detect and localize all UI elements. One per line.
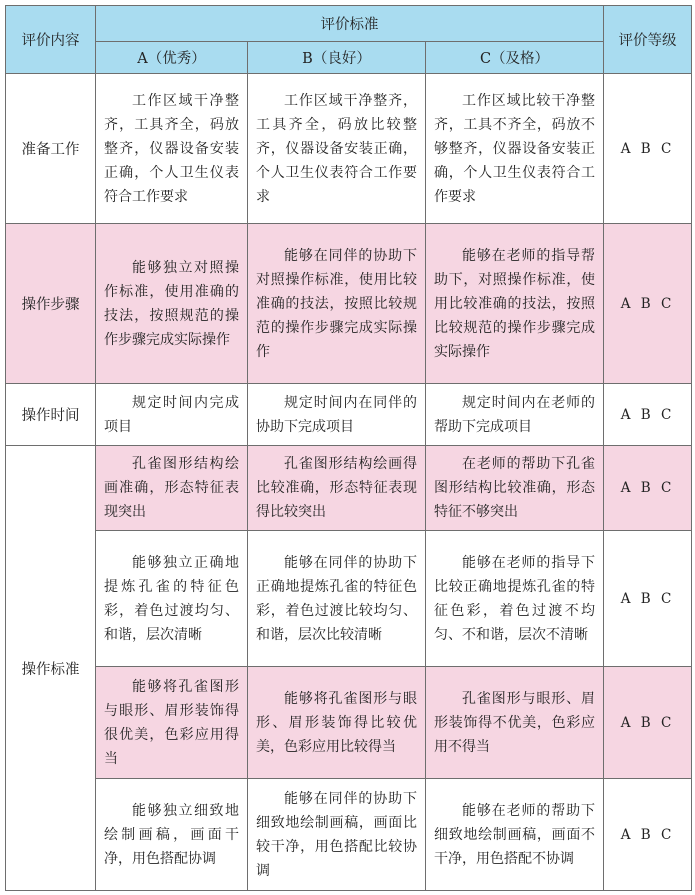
- criterion-c: 规定时间内在老师的帮助下完成项目: [426, 384, 604, 446]
- criterion-c: 能够在老师的帮助下细致地绘制画稿，画面不干净，用色搭配不协调: [426, 779, 604, 891]
- grade-options: A B C: [604, 531, 692, 667]
- evaluation-table: [5, 5, 692, 891]
- grade-options: A B C: [604, 384, 692, 446]
- criterion-a: 能够将孔雀图形与眼形、眉形装饰得很优美，色彩应用得当: [96, 667, 248, 779]
- grade-options: A B C: [604, 779, 692, 891]
- criterion-c: 能够在老师的指导下比较正确地提炼孔雀的特征色彩，着色过渡不均匀、不和谐，层次不清晰: [426, 531, 604, 667]
- criterion-c: 在老师的帮助下孔雀图形结构比较准确，形态特征不够突出: [426, 446, 604, 531]
- table-row: [6, 74, 692, 224]
- row-category: 准备工作: [6, 74, 96, 224]
- header-row-2: [6, 42, 692, 74]
- header-grade-b: B（良好）: [248, 42, 426, 74]
- criterion-b: 工作区域干净整齐，工具齐全，码放比较整齐，仪器设备安装正确，个人卫生仪表符合工作要求: [248, 74, 426, 224]
- header-standard: 评价标准: [96, 6, 604, 42]
- criterion-c: 工作区域比较干净整齐，工具不齐全，码放不够整齐，仪器设备安装正确，个人卫生仪表符合工作要求: [426, 74, 604, 224]
- header-grade-c: C（及格）: [426, 42, 604, 74]
- grade-options: A B C: [604, 224, 692, 384]
- header-grade-a: A（优秀）: [96, 42, 248, 74]
- grade-options: A B C: [604, 446, 692, 531]
- table-row: [6, 446, 692, 531]
- table-row: [6, 384, 692, 446]
- table-row: [6, 779, 692, 891]
- criterion-c: 能够在老师的指导帮助下，对照操作标准，使用比较准确的技法，按照比较规范的操作步骤完成实际操作: [426, 224, 604, 384]
- criterion-b: 能够在同伴的协助下对照操作标准，使用比较准确的技法，按照比较规范的操作步骤完成实际操作: [248, 224, 426, 384]
- row-category: 操作时间: [6, 384, 96, 446]
- criterion-b: 能够将孔雀图形与眼形、眉形装饰得比较优美，色彩应用比较得当: [248, 667, 426, 779]
- table-row: [6, 667, 692, 779]
- criterion-a: 孔雀图形结构绘画准确，形态特征表现突出: [96, 446, 248, 531]
- criterion-a: 能够独立正确地提炼孔雀的特征色彩，着色过渡均匀、和谐，层次清晰: [96, 531, 248, 667]
- header-content: 评价内容: [6, 6, 96, 74]
- criterion-b: 能够在同伴的协助下正确地提炼孔雀的特征色彩，着色过渡比较均匀、和谐，层次比较清晰: [248, 531, 426, 667]
- grade-options: A B C: [604, 74, 692, 224]
- criterion-b: 孔雀图形结构绘画得比较准确，形态特征表现得比较突出: [248, 446, 426, 531]
- criterion-a: 工作区域干净整齐，工具齐全，码放整齐，仪器设备安装正确，个人卫生仪表符合工作要求: [96, 74, 248, 224]
- criterion-b: 能够在同伴的协助下细致地绘制画稿，画面比较干净，用色搭配比较协调: [248, 779, 426, 891]
- row-category: 操作步骤: [6, 224, 96, 384]
- criterion-a: 能够独立对照操作标准，使用准确的技法，按照规范的操作步骤完成实际操作: [96, 224, 248, 384]
- criterion-a: 能够独立细致地绘制画稿，画面干净，用色搭配协调: [96, 779, 248, 891]
- table-row: [6, 531, 692, 667]
- row-category: 操作标准: [6, 446, 96, 891]
- grade-options: A B C: [604, 667, 692, 779]
- criterion-b: 规定时间内在同伴的协助下完成项目: [248, 384, 426, 446]
- criterion-a: 规定时间内完成项目: [96, 384, 248, 446]
- table-row: [6, 224, 692, 384]
- header-row-1: [6, 6, 692, 42]
- criterion-c: 孔雀图形与眼形、眉形装饰得不优美，色彩应用不得当: [426, 667, 604, 779]
- header-level: 评价等级: [604, 6, 692, 74]
